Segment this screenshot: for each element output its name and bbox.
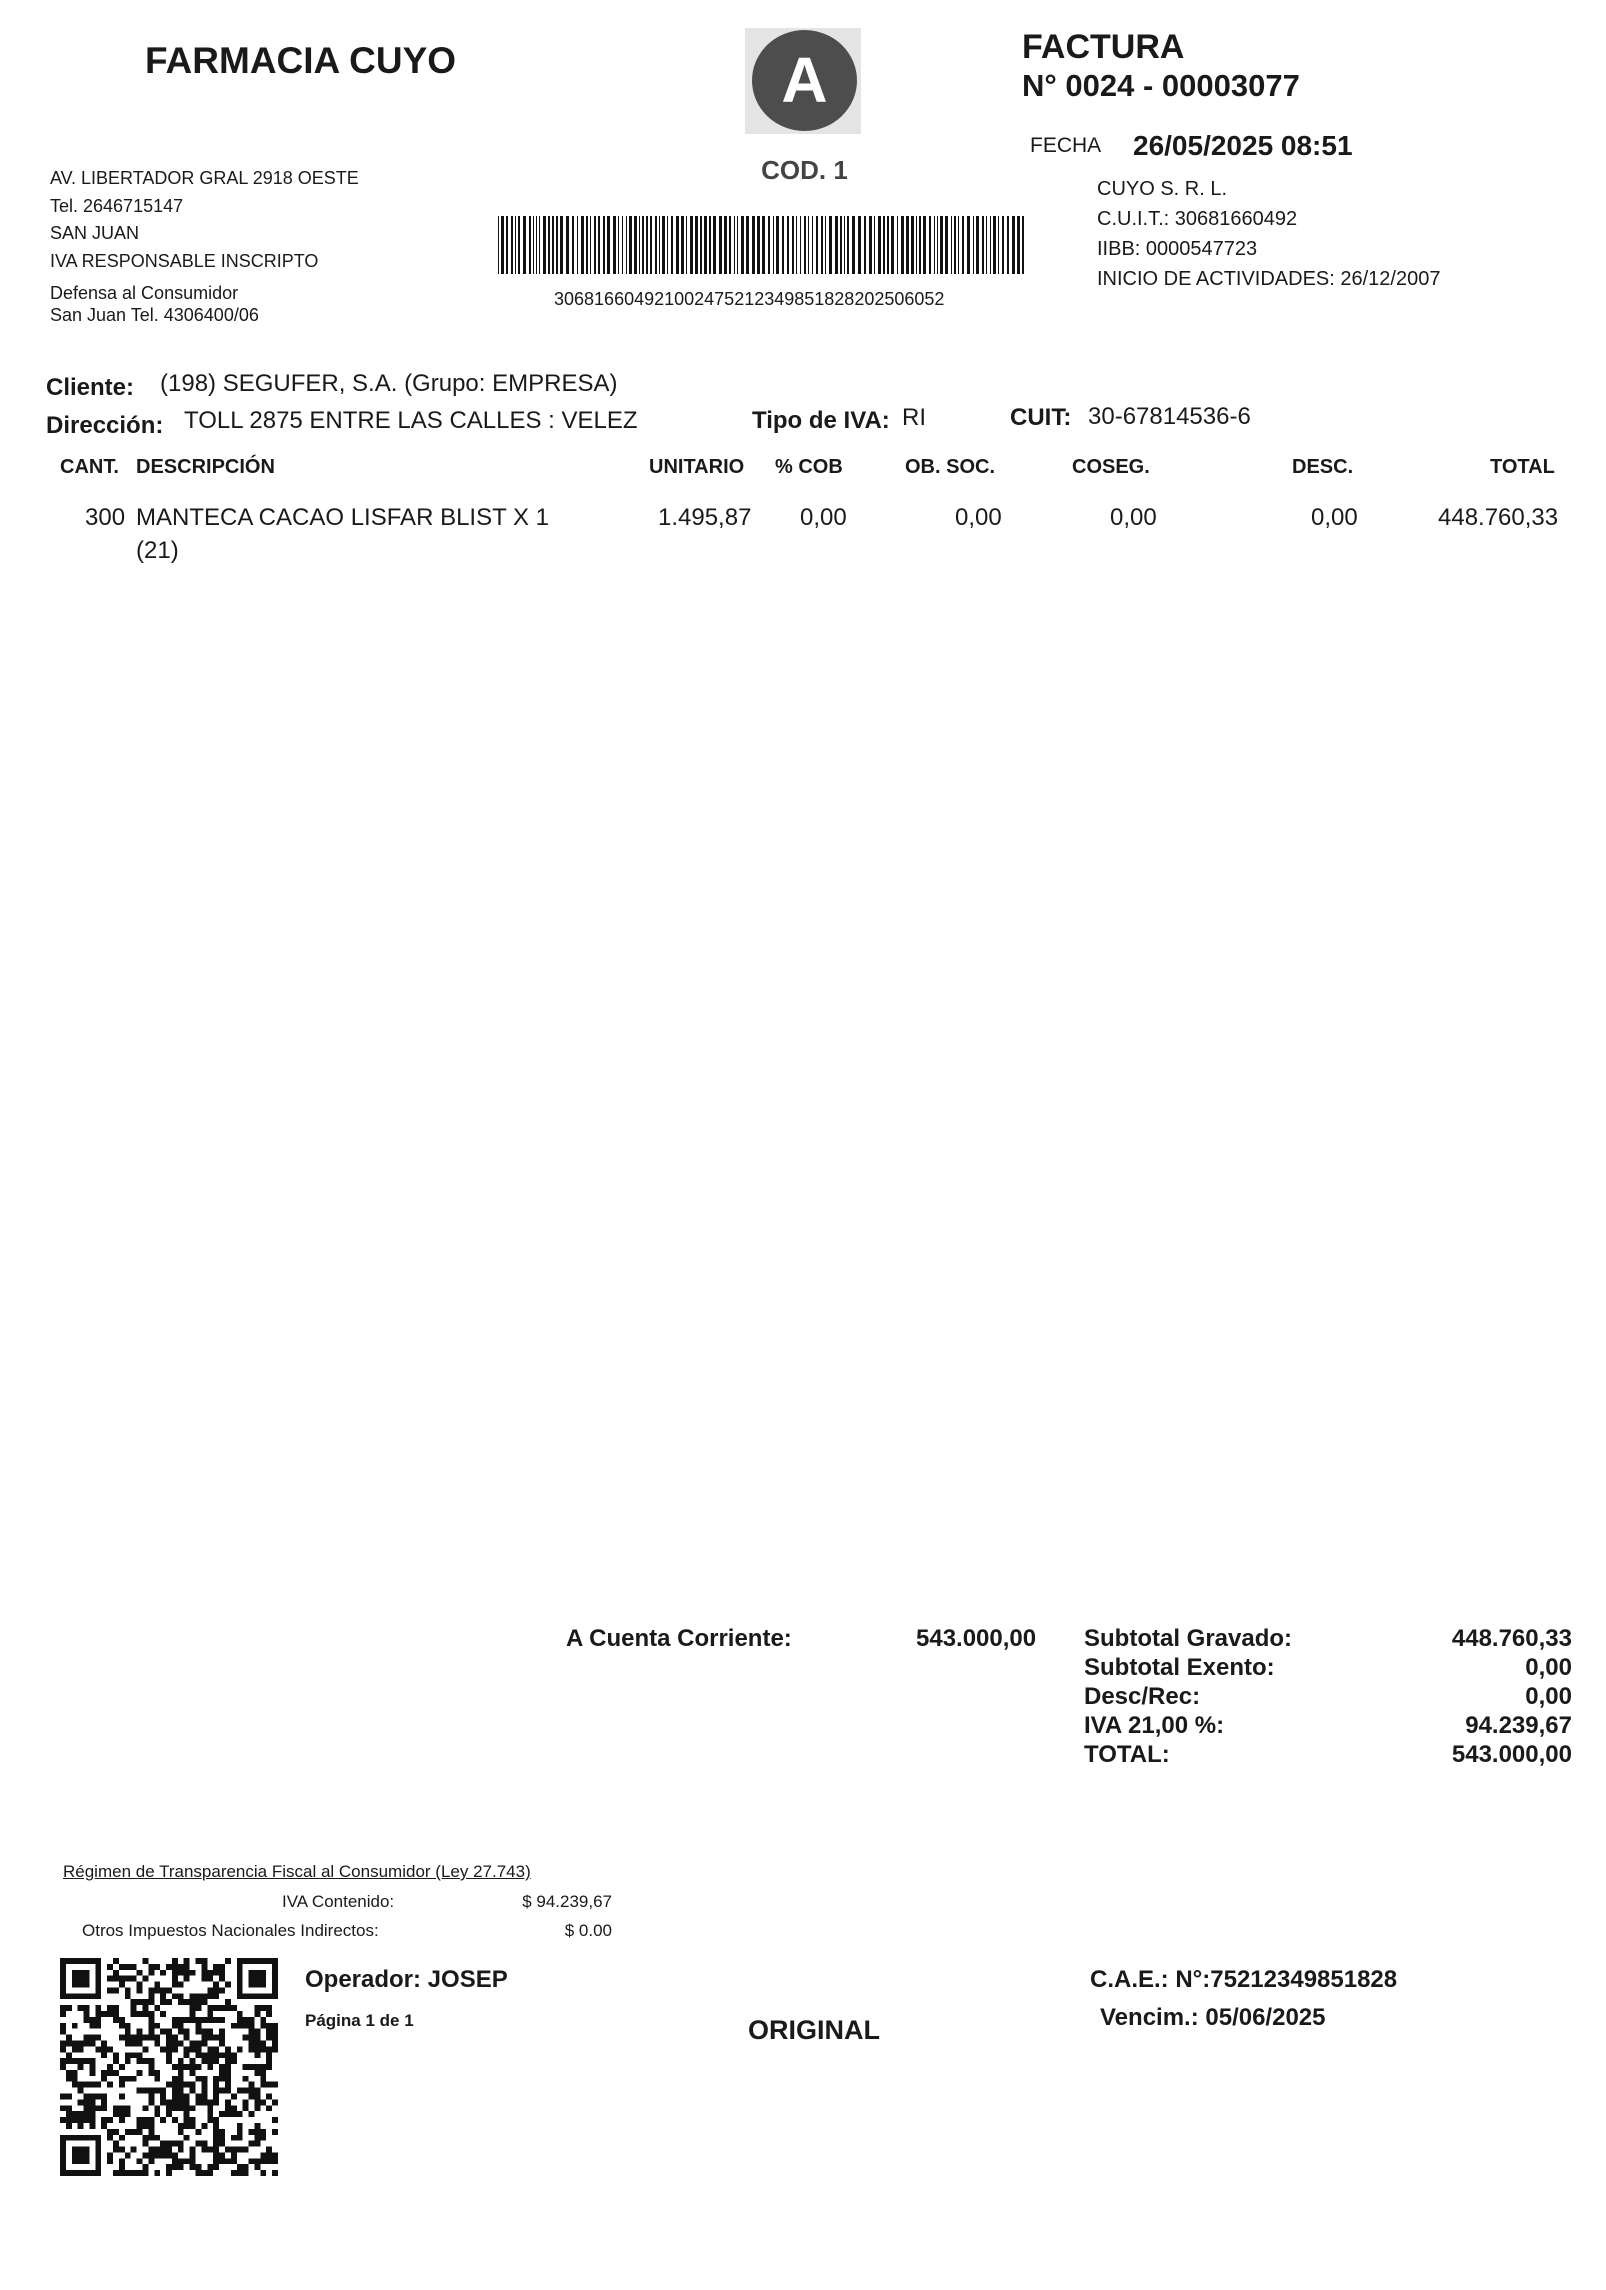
- operator: Operador: JOSEP: [305, 1966, 508, 1993]
- store-name: FARMACIA CUYO: [145, 40, 457, 81]
- store-phone: Tel. 2646715147: [50, 196, 184, 216]
- cae-expiry: Vencim.: 05/06/2025: [1100, 2004, 1326, 2031]
- other-taxes-value: $ 0.00: [564, 1921, 612, 1940]
- row-desc: 0,00: [1311, 504, 1358, 531]
- iva-type-label: Tipo de IVA:: [752, 407, 890, 434]
- desc-rec-label: Desc/Rec:: [1084, 1683, 1201, 1710]
- document-type: FACTURA: [1022, 28, 1185, 66]
- iva-type-value: RI: [902, 404, 926, 431]
- qr-code: [60, 1958, 278, 2176]
- page-number: Página 1 de 1: [305, 2011, 414, 2030]
- iva-value: 94.239,67: [1465, 1712, 1572, 1739]
- invoice-letter: A: [781, 44, 828, 116]
- row-cob: 0,00: [800, 504, 847, 531]
- cae-number: C.A.E.: N°:75212349851828: [1090, 1966, 1398, 1993]
- row-coseg: 0,00: [1110, 504, 1157, 531]
- barcode-number: 306816604921002475212349851828202506052: [554, 289, 945, 309]
- col-cant: CANT.: [60, 456, 119, 478]
- subtotal-exento-value: 0,00: [1525, 1654, 1572, 1681]
- col-desc: DESC.: [1292, 456, 1354, 478]
- consumer-defense: Defensa al Consumidor: [50, 283, 239, 303]
- subtotal-exento-label: Subtotal Exento:: [1084, 1654, 1275, 1681]
- company-name: CUYO S. R. L.: [1097, 178, 1228, 200]
- copy-type: ORIGINAL: [748, 2015, 880, 2045]
- row-unitario: 1.495,87: [658, 504, 752, 531]
- cuit-label: CUIT:: [1010, 404, 1072, 431]
- col-total: TOTAL: [1490, 456, 1555, 478]
- client-value: (198) SEGUFER, S.A. (Grupo: EMPRESA): [160, 370, 618, 397]
- row-descripcion-cont: (21): [136, 537, 179, 564]
- store-city: SAN JUAN: [50, 223, 140, 243]
- company-iibb: IIBB: 0000547723: [1097, 238, 1258, 260]
- iva-contained-label: IVA Contenido:: [282, 1892, 395, 1911]
- col-descripcion: DESCRIPCIÓN: [136, 456, 275, 478]
- row-total: 448.760,33: [1438, 504, 1559, 531]
- address-label: Dirección:: [46, 412, 164, 439]
- other-taxes-label: Otros Impuestos Nacionales Indirectos:: [82, 1921, 379, 1940]
- transparency-title: Régimen de Transparencia Fiscal al Consumidor (Ley 27.743): [63, 1862, 531, 1881]
- total-value: 543.000,00: [1451, 1741, 1572, 1768]
- company-cuit: C.U.I.T.: 30681660492: [1097, 208, 1298, 230]
- document-number: N° 0024 - 00003077: [1022, 68, 1300, 103]
- subtotal-gravado-label: Subtotal Gravado:: [1084, 1625, 1293, 1652]
- company-start-date: INICIO DE ACTIVIDADES: 26/12/2007: [1097, 268, 1441, 290]
- row-ob-soc: 0,00: [955, 504, 1002, 531]
- cuit-value: 30-67814536-6: [1088, 403, 1251, 430]
- address-value: TOLL 2875 ENTRE LAS CALLES : VELEZ: [184, 407, 638, 434]
- col-cob: % COB: [775, 456, 843, 478]
- cod-label: COD. 1: [761, 155, 848, 185]
- desc-rec-value: 0,00: [1525, 1683, 1572, 1710]
- total-label: TOTAL:: [1084, 1741, 1170, 1768]
- col-ob-soc: OB. SOC.: [905, 456, 996, 478]
- barcode: [498, 216, 1026, 274]
- row-cant: 300: [85, 504, 126, 531]
- consumer-defense-phone: San Juan Tel. 4306400/06: [50, 305, 259, 325]
- store-tax-status: IVA RESPONSABLE INSCRIPTO: [50, 251, 319, 271]
- iva-contained-value: $ 94.239,67: [522, 1892, 612, 1911]
- date-value: 26/05/2025 08:51: [1133, 130, 1353, 161]
- client-label: Cliente:: [46, 374, 135, 401]
- row-descripcion: MANTECA CACAO LISFAR BLIST X 1: [136, 504, 550, 531]
- date-label: FECHA: [1030, 134, 1102, 157]
- account-value: 543.000,00: [916, 1625, 1037, 1652]
- col-coseg: COSEG.: [1072, 456, 1150, 478]
- store-address: AV. LIBERTADOR GRAL 2918 OESTE: [50, 168, 359, 188]
- subtotal-gravado-value: 448.760,33: [1451, 1625, 1572, 1652]
- account-label: A Cuenta Corriente:: [566, 1625, 792, 1652]
- iva-label: IVA 21,00 %:: [1084, 1712, 1225, 1739]
- col-unitario: UNITARIO: [649, 456, 745, 478]
